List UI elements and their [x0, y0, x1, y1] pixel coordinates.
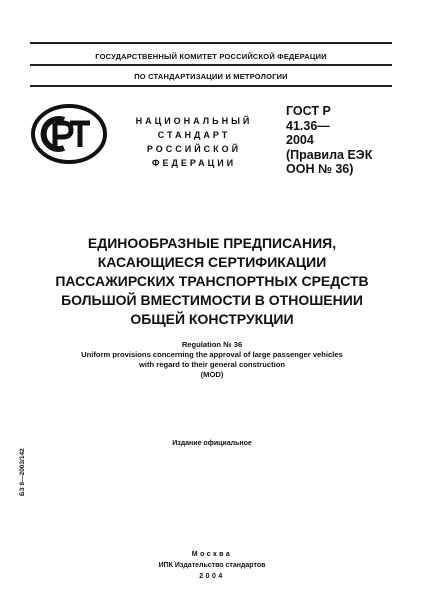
regulation-line: Regulation № 36 — [181, 340, 243, 349]
regulation-line: (MOD) — [200, 370, 224, 379]
designation-line: ООН № 36) — [286, 162, 354, 176]
regulation-line: Uniform provisions concerning the approval of large passenger vehicles — [81, 350, 343, 359]
middle-rule-1 — [30, 64, 392, 66]
regulation-block — [40, 340, 384, 380]
committee-name-line1: ГОСУДАРСТВЕННЫЙ КОМИТЕТ РОССИЙСКОЙ ФЕДЕРАЦИИ — [95, 52, 327, 61]
document-title — [40, 234, 384, 329]
official-edition-label: Издание официальное — [172, 440, 252, 447]
designation-line: ГОСТ Р — [286, 104, 331, 118]
title-line: КАСАЮЩИЕСЯ СЕРТИФИКАЦИИ — [97, 254, 327, 270]
standard-designation — [286, 104, 372, 177]
title-line: ЕДИНООБРАЗНЫЕ ПРЕДПИСАНИЯ, — [87, 235, 337, 251]
national-standard-line: НАЦИОНАЛЬНЫЙ — [135, 116, 253, 126]
designation-line: 2004 — [286, 133, 314, 147]
regulation-line: with regard to their general construction — [139, 360, 285, 369]
designation-line: (Правила ЕЭК — [286, 147, 373, 162]
designation-line: 41.36— — [286, 118, 330, 133]
title-line: ОБЩЕЙ КОНСТРУКЦИИ — [130, 311, 294, 327]
middle-rule-2 — [30, 85, 392, 87]
title-line: ПАССАЖИРСКИХ ТРАНСПОРТНЫХ СРЕДСТВ — [55, 273, 369, 289]
national-standard-line: ФЕДЕРАЦИИ — [151, 158, 237, 168]
committee-name-line2: ПО СТАНДАРТИЗАЦИИ И МЕТРОЛОГИИ — [134, 72, 288, 81]
national-standard-line: СТАНДАРТ — [157, 130, 231, 140]
top-rule — [30, 42, 392, 44]
side-code: БЗ 8—2003/142 — [19, 448, 26, 496]
publication-city: Москва — [191, 551, 233, 558]
publication-year: 2004 — [199, 573, 225, 580]
title-line: БОЛЬШОЙ ВМЕСТИМОСТИ В ОТНОШЕНИИ — [61, 292, 363, 308]
national-standard-line: РОССИЙСКОЙ — [146, 144, 242, 154]
publisher-name: ИПК Издательство стандартов — [158, 562, 266, 569]
national-standard-label — [130, 114, 258, 170]
rst-certification-mark-icon — [30, 103, 108, 165]
